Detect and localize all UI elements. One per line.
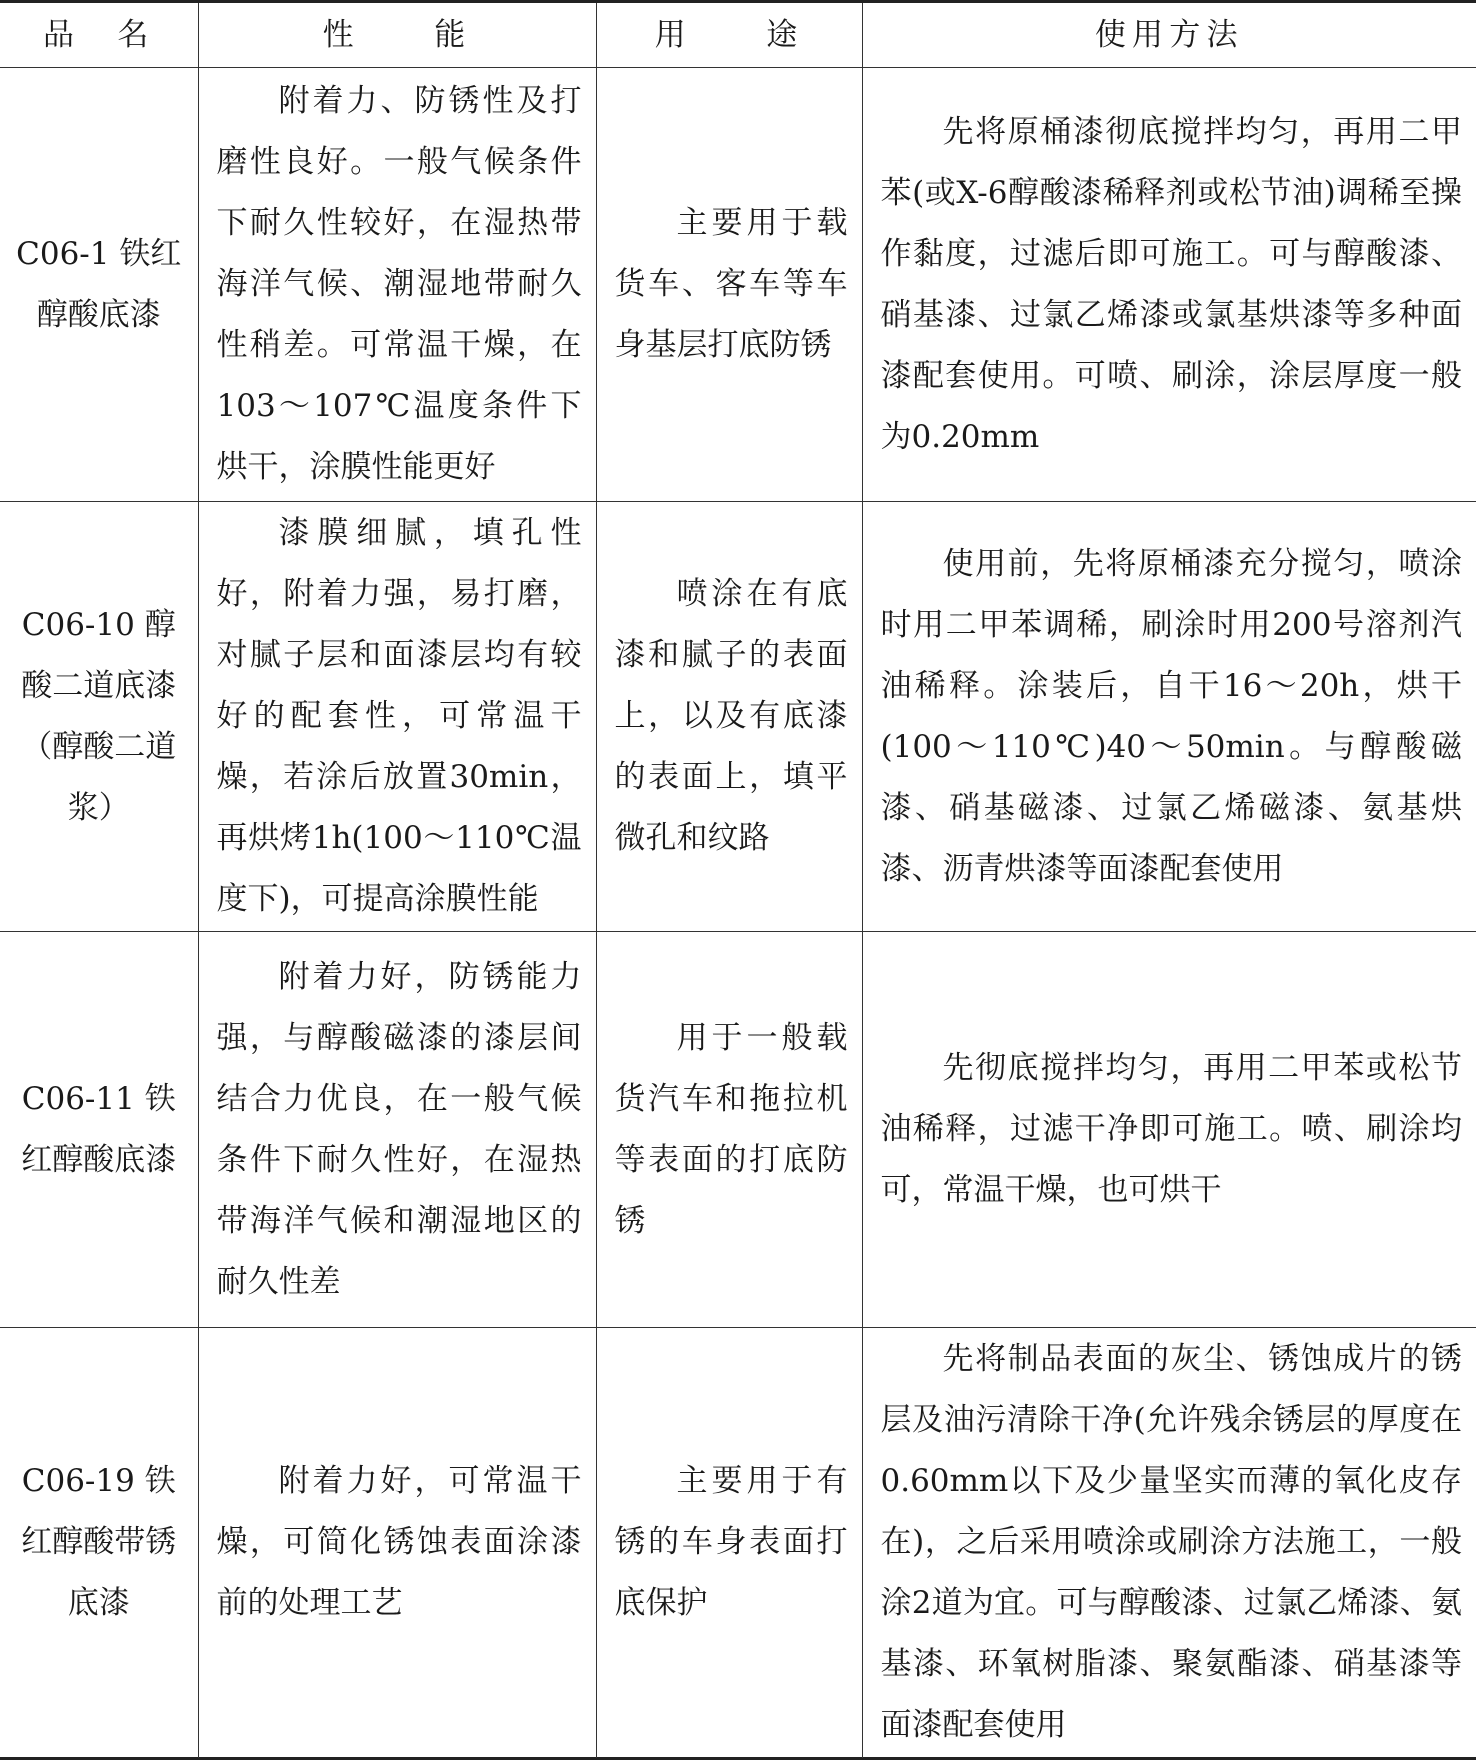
header-method: 使用方法 [862,3,1476,68]
product-name-cell [0,502,198,932]
performance-text: 附着力好，防锈能力强，与醇酸磁漆的漆层间结合力优良，在一般气候条件下耐久性好，在湿热带海洋气候和潮湿地区的耐久性差 [216,958,582,1300]
performance-text: 附着力好，可常温干燥，可简化锈蚀表面涂漆前的处理工艺 [216,1463,582,1622]
method-text: 先将原桶漆彻底搅拌均匀，再用二甲苯(或X-6醇酸漆稀释剂或松节油)调稀至操作黏度，过滤后即可施工。可与醇酸漆、硝基漆、过氯乙烯漆或氯基烘漆等多种面漆配套使用。可喷、刷涂，涂层厚度一般为0.20mm [880,113,1462,455]
usage-text: 用于一般载货汽车和拖拉机等表面的打底防锈 [614,1019,848,1239]
usage-cell [596,1328,862,1758]
alkyd-primer-table [0,3,1476,1758]
table-row [0,932,1476,1328]
method-text: 先彻底搅拌均匀，再用二甲苯或松节油稀释，过滤干净即可施工。喷、刷涂均可，常温干燥，也可烘干 [880,1050,1462,1208]
table-row [0,68,1476,502]
table-row [0,1328,1476,1758]
table-row [0,502,1476,932]
performance-text: 漆膜细腻，填孔性好，附着力强，易打磨，对腻子层和面漆层均有较好的配套性，可常温干燥，若涂后放置30min，再烘烤1h(100～110℃温度下)，可提高涂膜性能 [216,515,582,917]
method-text: 使用前，先将原桶漆充分搅匀，喷涂时用二甲苯调稀，刷涂时用200号溶剂汽油稀释。涂装后，自干16～20h，烘干(100～110℃)40～50min。与醇酸磁漆、硝基磁漆、过氯乙烯磁漆、氨基烘漆、沥青烘漆等面漆配套使用 [880,545,1462,887]
header-usage: 用 途 [596,3,862,68]
header-product-name: 品 名 [0,3,198,68]
performance-cell [198,1328,596,1758]
header-performance: 性 能 [198,3,596,68]
product-name: C06-11 铁红醇酸底漆 [21,1080,177,1178]
performance-cell [198,502,596,932]
method-cell [862,1328,1476,1758]
usage-text: 喷涂在有底漆和腻子的表面上，以及有底漆的表面上，填平微孔和纹路 [614,576,848,856]
method-cell [862,932,1476,1328]
method-cell [862,502,1476,932]
product-name-cell [0,1328,198,1758]
method-text: 先将制品表面的灰尘、锈蚀成片的锈层及油污清除干净(允许残余锈层的厚度在0.60mm以下及少量坚实而薄的氧化皮存在)，之后采用喷涂或刷涂方法施工，一般涂2道为宜。可与醇酸漆、过氯乙烯漆、氨基漆、环氧树脂漆、聚氨酯漆、硝基漆等面漆配套使用 [880,1341,1462,1744]
performance-cell [198,932,596,1328]
product-name-cell [0,68,198,502]
product-name: C06-1 铁红醇酸底漆 [16,235,182,333]
usage-text: 主要用于载货车、客车等车身基层打底防锈 [614,205,848,363]
product-name-cell [0,932,198,1328]
usage-cell [596,502,862,932]
usage-cell [596,932,862,1328]
performance-text: 附着力、防锈性及打磨性良好。一般气候条件下耐久性较好，在湿热带海洋气候、潮湿地带耐久性稍差。可常温干燥，在103～107℃温度条件下烘干，涂膜性能更好 [216,83,582,485]
table-header-row [0,3,1476,68]
performance-cell [198,68,596,502]
usage-text: 主要用于有锈的车身表面打底保护 [614,1463,848,1622]
usage-cell [596,68,862,502]
product-name: C06-19 铁红醇酸带锈底漆 [21,1463,177,1622]
method-cell [862,68,1476,502]
product-name: C06-10 醇酸二道底漆（醇酸二道浆） [21,606,177,826]
